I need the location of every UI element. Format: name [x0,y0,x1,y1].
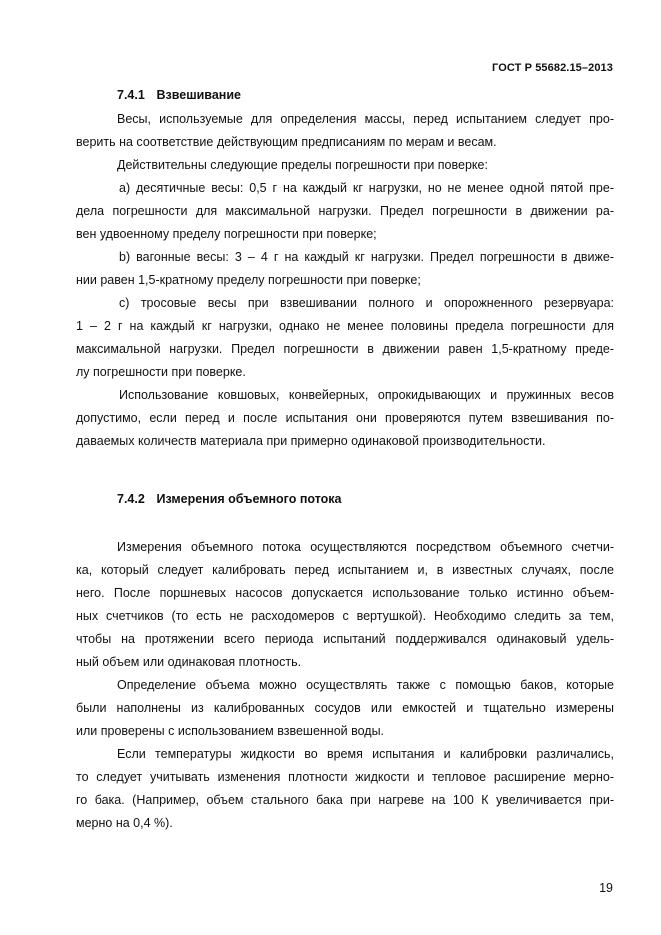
text-line: го бака. (Например, объем стального бака при нагреве на 100 К увеличивается при- [76,793,614,807]
text-line: максимальной нагрузки. Предел погрешности в движении равен 1,5-кратному преде- [76,342,614,356]
text-line: Использование ковшовых, конвейерных, опрокидывающих и пружинных весов [119,388,614,402]
section-number: 7.4.1 [117,88,145,102]
text-line: а) десятичные весы: 0,5 г на каждый кг нагрузки, но не менее одной пятой пре- [119,181,614,195]
text-line: чтобы на протяжении всего периода испытаний поддерживался одинаковый удель- [76,632,614,646]
page-number: 19 [599,881,613,895]
text-line: Действительны следующие пределы погрешности при поверке: [117,158,488,172]
section-body-7-4-1 [76,108,614,453]
section-number: 7.4.2 [117,492,145,506]
section-heading-7-4-2 [117,492,342,506]
text-line: 1 – 2 г на каждый кг нагрузки, однако не менее половины предела погрешности для [76,319,614,333]
text-line: ный объем или одинаковая плотность. [76,655,302,669]
text-line: нии равен 1,5-кратному пределу погрешности при поверке; [76,273,421,287]
text-line: Определение объема можно осуществлять также с помощью баков, которые [117,678,614,692]
text-line: допустимо, если перед и после испытания они проверяются путем взвешивания по- [76,411,614,425]
text-line: даваемых количеств материала при примерно одинаковой производительности. [76,434,546,448]
text-line: с) тросовые весы при взвешивании полного и опорожненного резервуара: [119,296,614,310]
text-line: лу погрешности при поверке. [76,365,246,379]
text-line: ных счетчиков (то есть не расходомеров с вертушкой). Необходимо следить за тем, [76,609,614,623]
text-line: верить на соответствие действующим предписаниям по мерам и весам. [76,135,497,149]
text-line: то следует учитывать изменения плотности жидкости и тепловое расширение мерно- [76,770,614,784]
text-line: него. После поршневых насосов допускается использование только истинно объем- [76,586,614,600]
text-line: мерно на 0,4 %). [76,816,173,830]
section-title: Взвешивание [156,88,241,102]
text-line: были наполнены из калиброванных сосудов или емкостей и тщательно измерены [76,701,614,715]
text-line: дела погрешности для максимальной нагрузки. Предел погрешности в движении ра- [76,204,614,218]
text-line: или проверены с использованием взвешенной воды. [76,724,385,738]
text-line: b) вагонные весы: 3 – 4 г на каждый кг нагрузки. Предел погрешности в движе- [119,250,614,264]
text-line: Весы, используемые для определения массы, перед испытанием следует про- [117,112,614,126]
text-line: Если температуры жидкости во время испытания и калибровки различались, [117,747,614,761]
text-line: ка, который следует калибровать перед испытанием и, в известных случаях, после [76,563,614,577]
text-line: Измерения объемного потока осуществляются посредством объемного счетчи- [117,540,614,554]
section-body-7-4-2 [76,536,614,835]
section-title: Измерения объемного потока [156,492,342,506]
page-header: ГОСТ Р 55682.15–2013 [492,62,613,74]
text-line: вен удвоенному пределу погрешности при поверке; [76,227,377,241]
section-heading-7-4-1 [117,88,241,102]
